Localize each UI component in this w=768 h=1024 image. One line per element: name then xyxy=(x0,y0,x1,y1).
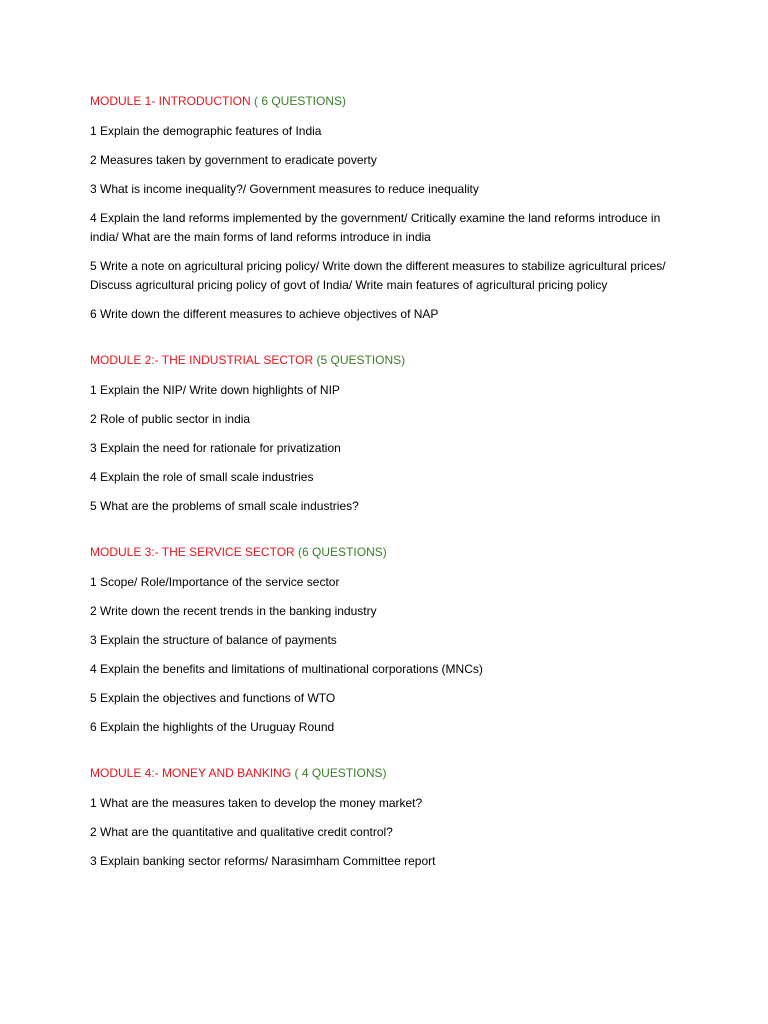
module-1-question-5: 5 Write a note on agricultural pricing policy/ Write down the different measures to stabilize agricultural prices/ Discuss agricultural pricing policy of govt of India/ Write main features of agricultural pricing policy xyxy=(90,259,666,292)
module-1-question-1: 1 Explain the demographic features of India xyxy=(90,124,322,138)
module-2-title: MODULE 2:- THE INDUSTRIAL SECTOR xyxy=(90,353,314,367)
document-content xyxy=(90,93,690,881)
module-3-question-2: 2 Write down the recent trends in the banking industry xyxy=(90,604,377,618)
module-1-section xyxy=(90,93,690,324)
module-2-question-3: 3 Explain the need for rationale for privatization xyxy=(90,441,341,455)
module-3-question-5: 5 Explain the objectives and functions of WTO xyxy=(90,691,336,705)
module-4-title: MODULE 4:- MONEY AND BANKING xyxy=(90,766,292,780)
module-3-heading xyxy=(90,544,690,561)
module-3-question-6: 6 Explain the highlights of the Uruguay Round xyxy=(90,720,335,734)
module-3-section xyxy=(90,544,690,737)
module-4-question-2: 2 What are the quantitative and qualitative credit control? xyxy=(90,825,393,839)
module-4-section xyxy=(90,765,690,871)
module-1-question-6: 6 Write down the different measures to achieve objectives of NAP xyxy=(90,307,439,321)
module-2-heading xyxy=(90,352,690,369)
module-2-question-1: 1 Explain the NIP/ Write down highlights of NIP xyxy=(90,383,340,397)
module-2-question-2: 2 Role of public sector in india xyxy=(90,412,251,426)
module-1-count: ( 6 QUESTIONS) xyxy=(250,94,347,108)
module-3-question-3: 3 Explain the structure of balance of payments xyxy=(90,633,337,647)
module-3-question-1: 1 Scope/ Role/Importance of the service sector xyxy=(90,575,340,589)
module-1-title: MODULE 1- INTRODUCTION xyxy=(90,94,251,108)
module-1-question-4: 4 Explain the land reforms implemented by the government/ Critically examine the land reforms introduce in india/ What are the main forms of land reforms introduce in india xyxy=(90,211,661,244)
module-4-count: ( 4 QUESTIONS) xyxy=(291,766,387,780)
module-1-question-2: 2 Measures taken by government to eradicate poverty xyxy=(90,153,377,167)
module-2-question-5: 5 What are the problems of small scale industries? xyxy=(90,499,359,513)
module-2-section xyxy=(90,352,690,516)
module-4-question-1: 1 What are the measures taken to develop the money market? xyxy=(90,796,423,810)
module-4-question-3: 3 Explain banking sector reforms/ Narasimham Committee report xyxy=(90,854,436,868)
module-3-title: MODULE 3:- THE SERVICE SECTOR xyxy=(90,545,295,559)
module-3-question-4: 4 Explain the benefits and limitations of multinational corporations (MNCs) xyxy=(90,662,483,676)
module-4-heading xyxy=(90,765,690,782)
module-2-count: (5 QUESTIONS) xyxy=(313,353,406,367)
module-3-count: (6 QUESTIONS) xyxy=(294,545,387,559)
module-1-heading xyxy=(90,93,690,110)
module-2-question-4: 4 Explain the role of small scale industries xyxy=(90,470,314,484)
module-1-question-3: 3 What is income inequality?/ Government measures to reduce inequality xyxy=(90,182,479,196)
